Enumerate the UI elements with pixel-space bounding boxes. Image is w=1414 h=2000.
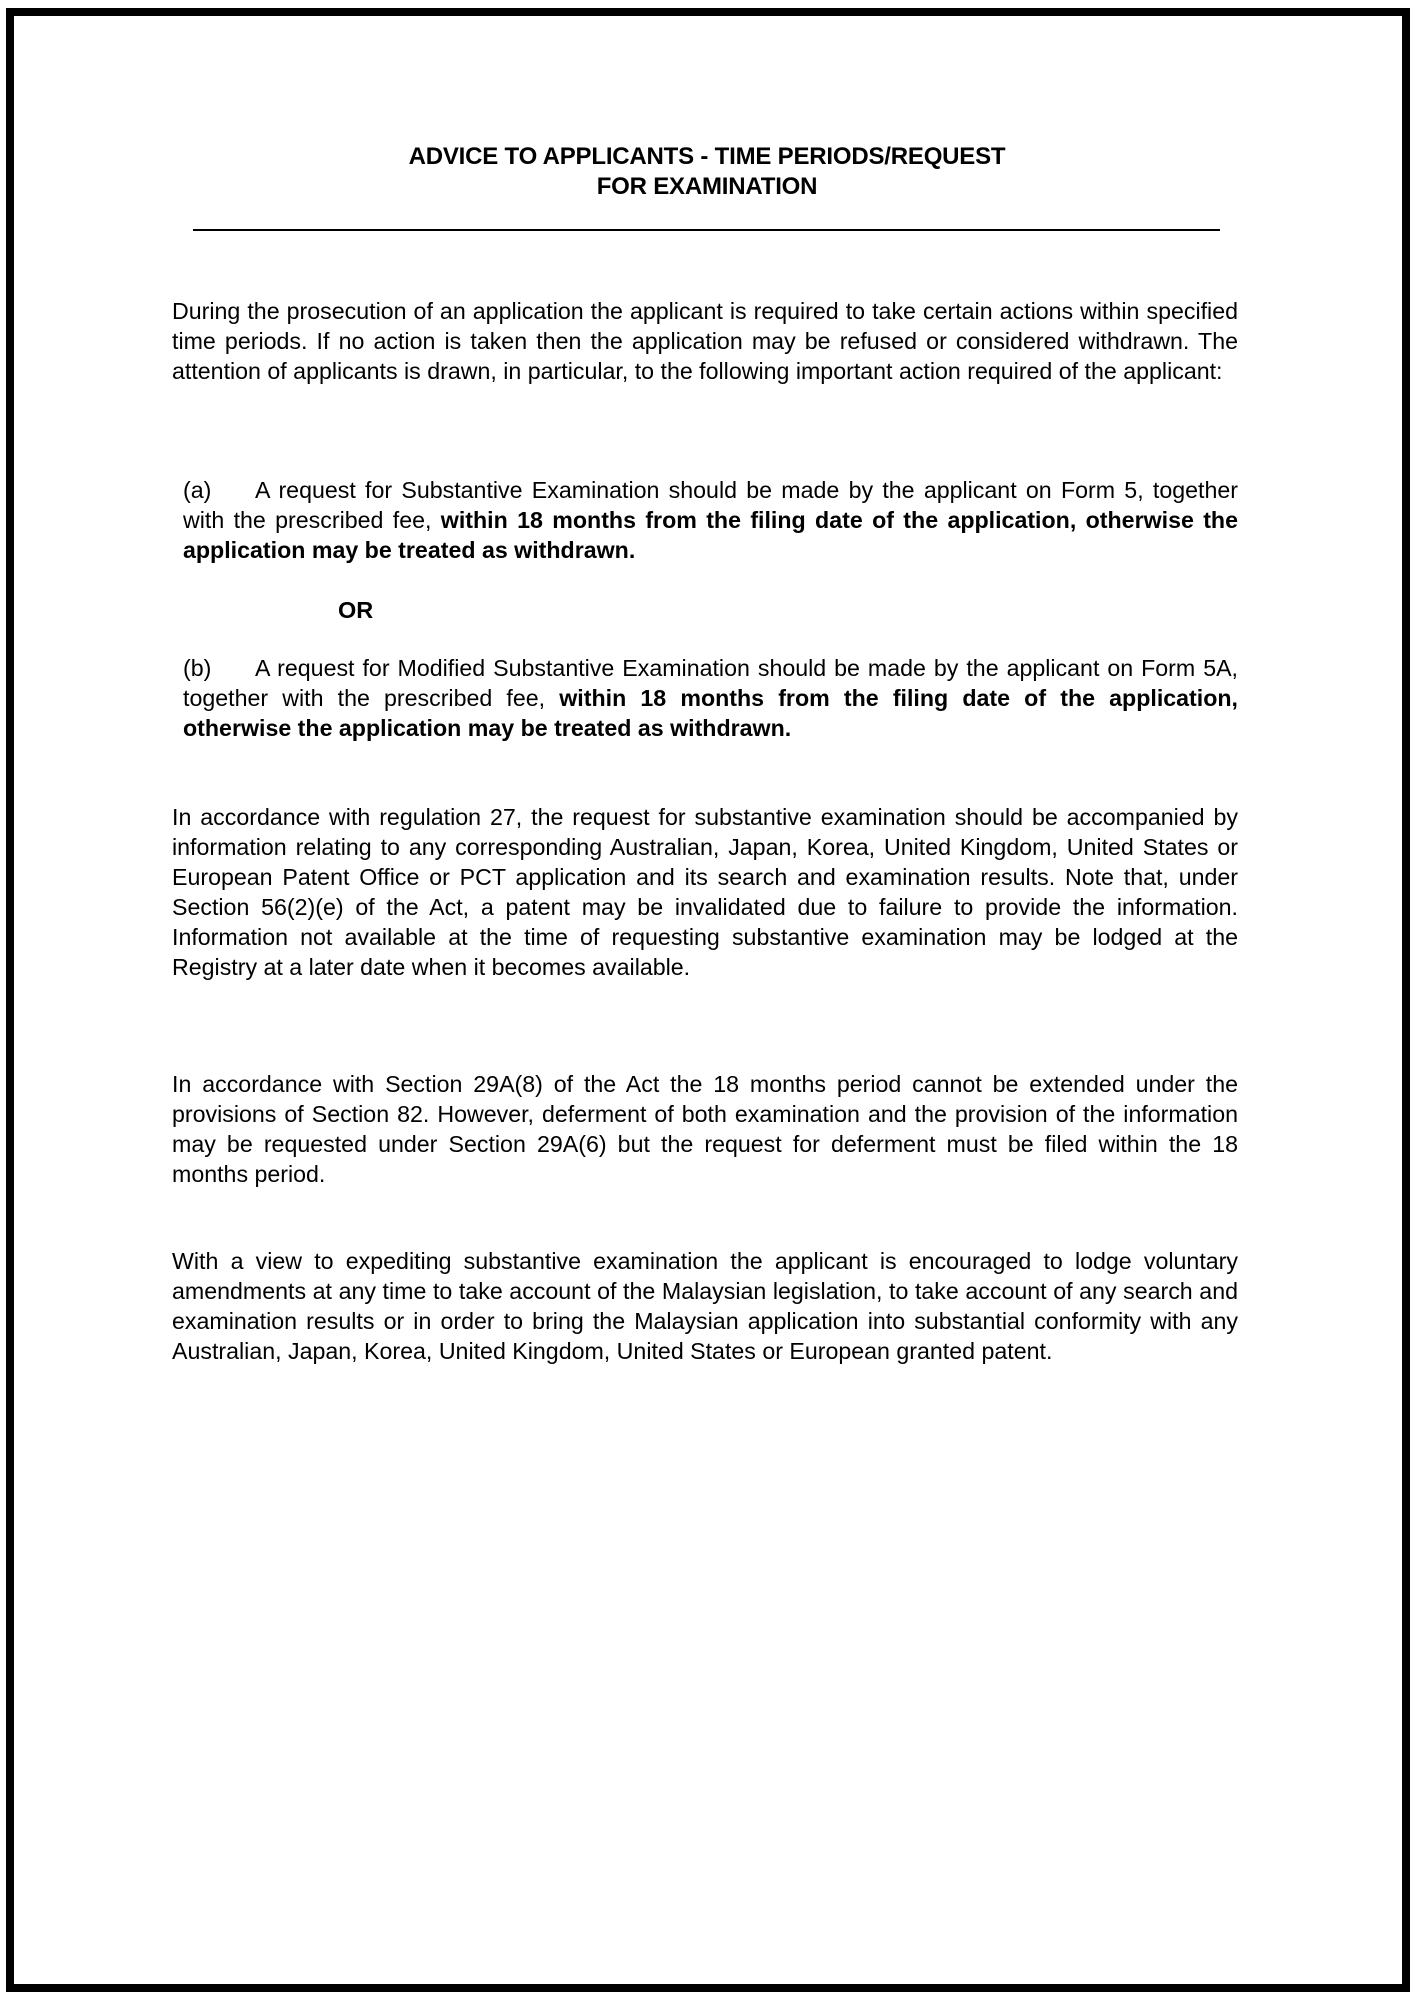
- item-b-bold-text: within 18 months from the filing date of the application, otherwise the application may be treated as withdrawn.: [183, 685, 1238, 741]
- title-divider: [193, 229, 1220, 231]
- title-line-1: ADVICE TO APPLICANTS - TIME PERIODS/REQUEST: [408, 143, 1006, 170]
- item-b-label: (b): [183, 655, 212, 681]
- item-b-text: A request for Modified Substantive Examination should be made by the applicant on Form 5A, together with the prescribed fee,: [183, 655, 1238, 711]
- expedite-paragraph: With a view to expediting substantive examination the applicant is encouraged to lodge voluntary amendments at any time to take account of the Malaysian legislation, to take account of any search and examination results or in order to bring the Malaysian application into substantial conformity with any Australian, Japan, Korea, United Kingdom, United States or European granted patent.: [172, 1248, 1238, 1364]
- item-a-bold-text: within 18 months from the filing date of the application, otherwise the application may be treated as withdrawn.: [183, 507, 1238, 563]
- intro-paragraph: During the prosecution of an application the applicant is required to take certain actions within specified time periods. If no action is taken then the application may be refused or considered withdrawn. The attention of applicants is drawn, in particular, to the following important action required of the applicant:: [172, 298, 1238, 384]
- title-line-2: FOR EXAMINATION: [596, 173, 818, 200]
- or-separator: OR: [338, 597, 374, 623]
- item-a-label: (a): [183, 477, 212, 503]
- document-title: [0, 142, 1414, 202]
- item-a-text: A request for Substantive Examination should be made by the applicant on Form 5, together with the prescribed fee,: [183, 477, 1238, 533]
- item-b-paragraph: [183, 653, 1238, 743]
- regulation-27-paragraph: In accordance with regulation 27, the request for substantive examination should be accompanied by information relating to any corresponding Australian, Japan, Korea, United Kingdom, United States or European Patent Office or PCT application and its search and examination results. Note that, under Section 56(2)(e) of the Act, a patent may be invalidated due to failure to provide the information. Information not available at the time of requesting substantive examination may be lodged at the Registry at a later date when it becomes available.: [172, 804, 1238, 980]
- section-29a-paragraph: In accordance with Section 29A(8) of the Act the 18 months period cannot be extended under the provisions of Section 82. However, deferment of both examination and the provision of the information may be requested under Section 29A(6) but the request for deferment must be filed within the 18 months period.: [172, 1071, 1238, 1187]
- item-a-paragraph: [183, 475, 1238, 565]
